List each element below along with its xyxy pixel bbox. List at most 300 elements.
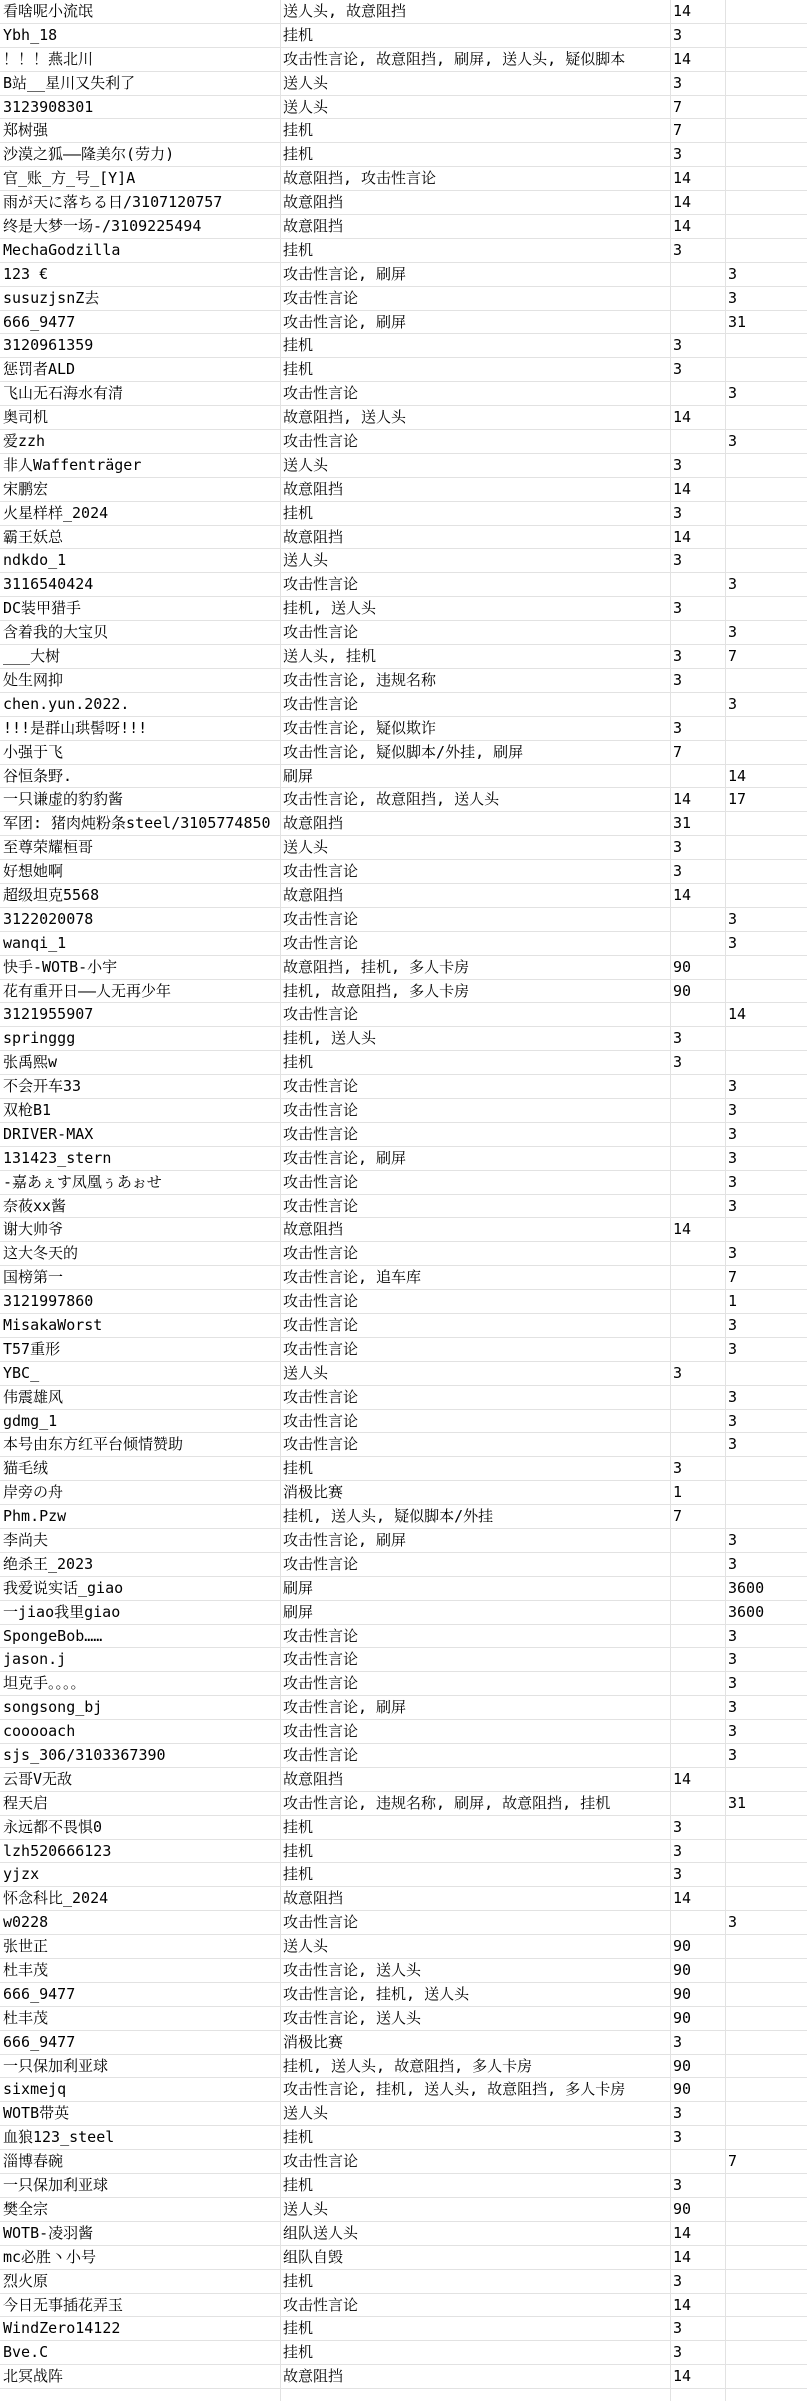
player-name-cell[interactable]: 我爱说实话_giao: [3, 1578, 124, 1597]
table-row[interactable]: [0, 167, 807, 191]
mute-days-cell[interactable]: 3: [728, 432, 738, 451]
mute-days-cell[interactable]: 3: [728, 1626, 738, 1645]
ban-days-cell[interactable]: 3: [673, 2104, 683, 2123]
table-row[interactable]: [0, 1147, 807, 1171]
mute-days-cell[interactable]: [728, 549, 807, 572]
mute-days-cell[interactable]: [728, 72, 807, 95]
table-row[interactable]: [0, 2174, 807, 2198]
ban-days-cell[interactable]: [673, 1744, 723, 1767]
violation-reason-cell[interactable]: 刷屏: [283, 1578, 314, 1597]
mute-days-cell[interactable]: [728, 956, 807, 979]
table-row[interactable]: [0, 1027, 807, 1051]
player-name-cell[interactable]: lzh520666123: [3, 1841, 112, 1860]
ban-days-cell[interactable]: [673, 1410, 723, 1433]
mute-days-cell[interactable]: 3: [728, 1650, 738, 1669]
ban-days-cell[interactable]: 3: [673, 145, 683, 164]
ban-days-cell[interactable]: 3: [673, 647, 683, 666]
mute-days-cell[interactable]: [728, 884, 807, 907]
ban-days-cell[interactable]: 14: [673, 408, 692, 427]
table-row[interactable]: [0, 836, 807, 860]
mute-days-cell[interactable]: [728, 1051, 807, 1074]
table-row[interactable]: [0, 2222, 807, 2246]
table-row[interactable]: [0, 215, 807, 239]
table-row[interactable]: [0, 1362, 807, 1386]
mute-days-cell[interactable]: [728, 24, 807, 47]
player-name-cell[interactable]: YBC_: [3, 1363, 40, 1382]
ban-days-cell[interactable]: 14: [673, 217, 692, 236]
violation-reason-cell[interactable]: 攻击性言论, 挂机, 送人头, 故意阻挡, 多人卡房: [283, 2080, 626, 2099]
violation-reason-cell[interactable]: 攻击性言论, 刷屏: [283, 312, 407, 331]
ban-days-cell[interactable]: 3: [673, 1459, 683, 1478]
player-name-cell[interactable]: 官_账_方_号_[Y]A: [3, 169, 136, 188]
player-name-cell[interactable]: 云哥V无敌: [3, 1769, 73, 1788]
mute-days-cell[interactable]: 3: [728, 575, 738, 594]
mute-days-cell[interactable]: [728, 812, 807, 835]
player-name-cell[interactable]: 这大冬天的: [3, 1244, 79, 1263]
ban-days-cell[interactable]: 14: [673, 2, 692, 20]
mute-days-cell[interactable]: [728, 96, 807, 119]
ban-days-cell[interactable]: [673, 932, 723, 955]
player-name-cell[interactable]: 超级坦克5568: [3, 885, 100, 904]
ban-days-cell[interactable]: 3: [673, 862, 683, 881]
ban-days-cell[interactable]: [673, 382, 723, 405]
mute-days-cell[interactable]: 14: [728, 1005, 747, 1024]
mute-days-cell[interactable]: 17: [728, 790, 747, 809]
mute-days-cell[interactable]: [728, 2317, 807, 2340]
violation-reason-cell[interactable]: 攻击性言论: [283, 1674, 359, 1693]
violation-reason-cell[interactable]: 攻击性言论, 刷屏: [283, 1698, 407, 1717]
mute-days-cell[interactable]: [728, 2078, 807, 2101]
ban-days-cell[interactable]: 3: [673, 670, 683, 689]
ban-days-cell[interactable]: 3: [673, 2271, 683, 2290]
player-name-cell[interactable]: SpongeBob……: [3, 1626, 103, 1645]
player-name-cell[interactable]: 惩罚者ALD: [3, 360, 76, 379]
ban-days-cell[interactable]: [673, 287, 723, 310]
ban-days-cell[interactable]: [673, 1099, 723, 1122]
table-row[interactable]: [0, 191, 807, 215]
player-name-cell[interactable]: 国榜第一: [3, 1268, 64, 1287]
table-row[interactable]: [0, 502, 807, 526]
player-name-cell[interactable]: mc必胜丶小号: [3, 2247, 97, 2266]
violation-reason-cell[interactable]: 攻击性言论, 刷屏: [283, 1148, 407, 1167]
table-row[interactable]: [0, 1959, 807, 1983]
violation-reason-cell[interactable]: 送人头: [283, 97, 329, 116]
table-row[interactable]: [0, 956, 807, 980]
violation-reason-cell[interactable]: 攻击性言论, 送人头: [283, 1961, 422, 1980]
ban-days-cell[interactable]: 3: [673, 2128, 683, 2147]
player-name-cell[interactable]: 今日无事插花弄玉: [3, 2295, 124, 2314]
violation-reason-cell[interactable]: 攻击性言论: [283, 1292, 359, 1311]
table-row[interactable]: [0, 96, 807, 120]
player-name-cell[interactable]: ！！！燕北川: [3, 49, 94, 68]
mute-days-cell[interactable]: [728, 1863, 807, 1886]
player-name-cell[interactable]: 北冥战阵: [3, 2367, 64, 2386]
mute-days-cell[interactable]: [728, 2031, 807, 2054]
mute-days-cell[interactable]: [728, 406, 807, 429]
player-name-cell[interactable]: ___大树: [3, 647, 61, 666]
mute-days-cell[interactable]: 7: [728, 1268, 738, 1287]
table-row[interactable]: [0, 1003, 807, 1027]
player-name-cell[interactable]: 处生网抑: [3, 670, 64, 689]
mute-days-cell[interactable]: [728, 239, 807, 262]
ban-days-cell[interactable]: [673, 1577, 723, 1600]
table-row[interactable]: [0, 382, 807, 406]
violation-reason-cell[interactable]: 挂机: [283, 360, 314, 379]
ban-days-cell[interactable]: 3: [673, 336, 683, 355]
ban-days-cell[interactable]: [673, 1696, 723, 1719]
ban-days-cell[interactable]: 3: [673, 1817, 683, 1836]
violation-reason-cell[interactable]: 送人头: [283, 455, 329, 474]
mute-days-cell[interactable]: 3: [728, 1244, 738, 1263]
player-name-cell[interactable]: 131423_stern: [3, 1148, 112, 1167]
mute-days-cell[interactable]: [728, 669, 807, 692]
mute-days-cell[interactable]: [728, 1983, 807, 2006]
mute-days-cell[interactable]: [728, 597, 807, 620]
violation-reason-cell[interactable]: 挂机: [283, 121, 314, 140]
table-row[interactable]: [0, 908, 807, 932]
ban-days-cell[interactable]: 3: [673, 1029, 683, 1048]
violation-reason-cell[interactable]: 攻击性言论: [283, 1387, 359, 1406]
mute-days-cell[interactable]: 3: [728, 1196, 738, 1215]
violation-reason-cell[interactable]: 组队自毁: [283, 2247, 344, 2266]
table-row[interactable]: [0, 573, 807, 597]
mute-days-cell[interactable]: [728, 454, 807, 477]
mute-days-cell[interactable]: 3: [728, 1339, 738, 1358]
mute-days-cell[interactable]: [728, 48, 807, 71]
violation-reason-cell[interactable]: 攻击性言论: [283, 1124, 359, 1143]
mute-days-cell[interactable]: [728, 2222, 807, 2245]
table-row[interactable]: [0, 1218, 807, 1242]
player-name-cell[interactable]: 666_9477: [3, 312, 76, 331]
player-name-cell[interactable]: wanqi_1: [3, 933, 67, 952]
ban-days-cell[interactable]: [673, 1792, 723, 1815]
table-row[interactable]: [0, 1266, 807, 1290]
table-row[interactable]: [0, 1338, 807, 1362]
violation-reason-cell[interactable]: 挂机, 送人头, 故意阻挡, 多人卡房: [283, 2056, 533, 2075]
mute-days-cell[interactable]: [728, 2007, 807, 2030]
ban-days-cell[interactable]: 90: [673, 2056, 692, 2075]
mute-days-cell[interactable]: 31: [728, 1793, 747, 1812]
mute-days-cell[interactable]: 7: [728, 2152, 738, 2171]
table-row[interactable]: [0, 2365, 807, 2389]
ban-days-cell[interactable]: 3: [673, 73, 683, 92]
ban-days-cell[interactable]: [673, 1290, 723, 1313]
ban-days-cell[interactable]: [673, 1195, 723, 1218]
table-row[interactable]: [0, 1290, 807, 1314]
violation-reason-cell[interactable]: 攻击性言论, 刷屏: [283, 264, 407, 283]
violation-reason-cell[interactable]: 攻击性言论, 故意阻挡, 送人头: [283, 790, 500, 809]
table-row[interactable]: [0, 2270, 807, 2294]
violation-reason-cell[interactable]: 攻击性言论, 违规名称: [283, 670, 437, 689]
mute-days-cell[interactable]: 3600: [728, 1578, 765, 1597]
ban-days-cell[interactable]: 3: [673, 1841, 683, 1860]
ban-days-cell[interactable]: [673, 1553, 723, 1576]
table-row[interactable]: [0, 1457, 807, 1481]
violation-reason-cell[interactable]: 挂机: [283, 2271, 314, 2290]
player-name-cell[interactable]: 一只谦虚的豹豹酱: [3, 790, 124, 809]
table-row[interactable]: [0, 2198, 807, 2222]
mute-days-cell[interactable]: 7: [728, 647, 738, 666]
violation-reason-cell[interactable]: 挂机: [283, 2319, 314, 2338]
mute-days-cell[interactable]: [728, 502, 807, 525]
table-row[interactable]: [0, 1099, 807, 1123]
violation-reason-cell[interactable]: 攻击性言论, 挂机, 送人头: [283, 1984, 470, 2003]
player-name-cell[interactable]: B站__星川又失利了: [3, 73, 136, 92]
player-name-cell[interactable]: 淄博春碗: [3, 2152, 64, 2171]
mute-days-cell[interactable]: [728, 1218, 807, 1241]
mute-days-cell[interactable]: [728, 143, 807, 166]
ban-days-cell[interactable]: [673, 1266, 723, 1289]
ban-days-cell[interactable]: [673, 1911, 723, 1934]
ban-days-cell[interactable]: 14: [673, 49, 692, 68]
table-row[interactable]: [0, 2078, 807, 2102]
table-row[interactable]: [0, 1481, 807, 1505]
ban-days-cell[interactable]: [673, 1672, 723, 1695]
table-row[interactable]: [0, 239, 807, 263]
violation-reason-cell[interactable]: 挂机: [283, 2343, 314, 2362]
player-name-cell[interactable]: 一jiao我里giao: [3, 1602, 121, 1621]
mute-days-cell[interactable]: 3: [728, 909, 738, 928]
player-name-cell[interactable]: 本号由东方红平台倾情赞助: [3, 1435, 184, 1454]
table-row[interactable]: [0, 717, 807, 741]
table-row[interactable]: [0, 2246, 807, 2270]
mute-days-cell[interactable]: [728, 2174, 807, 2197]
mute-days-cell[interactable]: 3: [728, 288, 738, 307]
ban-days-cell[interactable]: [673, 1075, 723, 1098]
player-name-cell[interactable]: 杜丰茂: [3, 1961, 49, 1980]
ban-days-cell[interactable]: 7: [673, 742, 683, 761]
ban-days-cell[interactable]: 3: [673, 360, 683, 379]
ban-days-cell[interactable]: 7: [673, 1507, 683, 1526]
table-row[interactable]: [0, 1577, 807, 1601]
player-name-cell[interactable]: cooooach: [3, 1722, 76, 1741]
table-row[interactable]: [0, 1386, 807, 1410]
player-name-cell[interactable]: springgg: [3, 1029, 76, 1048]
ban-days-cell[interactable]: 14: [673, 2367, 692, 2386]
violation-reason-cell[interactable]: 攻击性言论: [283, 288, 359, 307]
ban-days-cell[interactable]: [673, 1003, 723, 1026]
table-row[interactable]: [0, 48, 807, 72]
ban-days-cell[interactable]: [673, 908, 723, 931]
player-name-cell[interactable]: 非人Waffenträger: [3, 455, 142, 474]
table-row[interactable]: [0, 741, 807, 765]
player-name-cell[interactable]: 快手-WOTB-小宇: [3, 957, 118, 976]
ban-days-cell[interactable]: 3: [673, 1053, 683, 1072]
table-row[interactable]: [0, 2007, 807, 2031]
ban-days-cell[interactable]: 90: [673, 1984, 692, 2003]
player-name-cell[interactable]: MisakaWorst: [3, 1315, 103, 1334]
player-name-cell[interactable]: 永远都不畏惧0: [3, 1817, 103, 1836]
player-name-cell[interactable]: 猫毛绒: [3, 1459, 49, 1478]
mute-days-cell[interactable]: 3: [728, 1435, 738, 1454]
player-name-cell[interactable]: w0228: [3, 1913, 49, 1932]
violation-reason-cell[interactable]: 挂机: [283, 2128, 314, 2147]
player-name-cell[interactable]: 张世正: [3, 1937, 49, 1956]
mute-days-cell[interactable]: [728, 478, 807, 501]
violation-reason-cell[interactable]: 挂机, 故意阻挡, 多人卡房: [283, 981, 470, 1000]
table-row[interactable]: [0, 454, 807, 478]
ban-days-cell[interactable]: 14: [673, 1220, 692, 1239]
violation-reason-cell[interactable]: 攻击性言论: [283, 1339, 359, 1358]
ban-days-cell[interactable]: 3: [673, 718, 683, 737]
ban-days-cell[interactable]: [673, 1147, 723, 1170]
ban-days-cell[interactable]: [673, 1529, 723, 1552]
violation-reason-cell[interactable]: 故意阻挡: [283, 1220, 344, 1239]
ban-days-cell[interactable]: 90: [673, 2008, 692, 2027]
table-row[interactable]: [0, 669, 807, 693]
table-row[interactable]: [0, 1935, 807, 1959]
player-name-cell[interactable]: 一只保加利亚球: [3, 2056, 109, 2075]
player-name-cell[interactable]: 飞山无石海水有清: [3, 384, 124, 403]
mute-days-cell[interactable]: [728, 980, 807, 1003]
mute-days-cell[interactable]: 3: [728, 1913, 738, 1932]
player-name-cell[interactable]: WOTB带英: [3, 2104, 70, 2123]
mute-days-cell[interactable]: [728, 1457, 807, 1480]
violation-reason-cell[interactable]: 挂机, 送人头: [283, 599, 377, 618]
ban-days-cell[interactable]: [673, 693, 723, 716]
player-name-cell[interactable]: 军团: 猪肉炖粉条steel/3105774850: [3, 814, 271, 833]
violation-reason-cell[interactable]: 攻击性言论: [283, 909, 359, 928]
table-row[interactable]: [0, 621, 807, 645]
violation-reason-cell[interactable]: 攻击性言论, 送人头: [283, 2008, 422, 2027]
player-name-cell[interactable]: 666_9477: [3, 2032, 76, 2051]
violation-reason-cell[interactable]: 攻击性言论, 故意阻挡, 刷屏, 送人头, 疑似脚本: [283, 49, 626, 68]
violation-reason-cell[interactable]: 挂机: [283, 336, 314, 355]
violation-reason-cell[interactable]: 攻击性言论: [283, 933, 359, 952]
mute-days-cell[interactable]: 3: [728, 1411, 738, 1430]
player-name-cell[interactable]: Ybh_18: [3, 25, 58, 44]
table-row[interactable]: [0, 2055, 807, 2079]
player-name-cell[interactable]: 奈莜xx酱: [3, 1196, 67, 1215]
ban-days-cell[interactable]: 3: [673, 551, 683, 570]
mute-days-cell[interactable]: 3: [728, 1722, 738, 1741]
violation-reason-cell[interactable]: 送人头: [283, 838, 329, 857]
ban-days-cell[interactable]: 90: [673, 1961, 692, 1980]
violation-reason-cell[interactable]: 攻击性言论: [283, 1746, 359, 1765]
player-name-cell[interactable]: 3121997860: [3, 1292, 94, 1311]
mute-days-cell[interactable]: [728, 2246, 807, 2269]
ban-days-cell[interactable]: [673, 2150, 723, 2173]
violation-reason-cell[interactable]: 攻击性言论: [283, 2295, 359, 2314]
table-row[interactable]: [0, 1648, 807, 1672]
table-row[interactable]: [0, 358, 807, 382]
violation-reason-cell[interactable]: 攻击性言论: [283, 862, 359, 881]
ban-days-cell[interactable]: [673, 1648, 723, 1671]
mute-days-cell[interactable]: [728, 1935, 807, 1958]
player-name-cell[interactable]: 怀念科比_2024: [3, 1889, 109, 1908]
player-name-cell[interactable]: 花有重开日——人无再少年: [3, 981, 172, 1000]
player-name-cell[interactable]: 3116540424: [3, 575, 94, 594]
violation-reason-cell[interactable]: 挂机: [283, 240, 314, 259]
mute-days-cell[interactable]: [728, 215, 807, 238]
player-name-cell[interactable]: 张禹熙w: [3, 1053, 58, 1072]
table-row[interactable]: [0, 430, 807, 454]
violation-reason-cell[interactable]: 挂机: [283, 1865, 314, 1884]
table-row[interactable]: [0, 1863, 807, 1887]
violation-reason-cell[interactable]: 挂机: [283, 2176, 314, 2195]
mute-days-cell[interactable]: [728, 1959, 807, 1982]
table-row[interactable]: [0, 645, 807, 669]
mute-days-cell[interactable]: 3: [728, 933, 738, 952]
player-name-cell[interactable]: 3122020078: [3, 909, 94, 928]
violation-reason-cell[interactable]: 攻击性言论: [283, 432, 359, 451]
violation-reason-cell[interactable]: 攻击性言论: [283, 694, 359, 713]
ban-days-cell[interactable]: [673, 1314, 723, 1337]
mute-days-cell[interactable]: [728, 0, 807, 23]
table-row[interactable]: [0, 1911, 807, 1935]
table-row[interactable]: [0, 1505, 807, 1529]
mute-days-cell[interactable]: 3: [728, 1554, 738, 1573]
player-name-cell[interactable]: -嘉あぇす凤凰ぅあぉせ: [3, 1172, 162, 1191]
ban-days-cell[interactable]: [673, 1242, 723, 1265]
mute-days-cell[interactable]: 3: [728, 1100, 738, 1119]
player-name-cell[interactable]: 一只保加利亚球: [3, 2176, 109, 2195]
player-name-cell[interactable]: !!!是群山珙髻呀!!!: [3, 718, 148, 737]
table-row[interactable]: [0, 1075, 807, 1099]
violation-reason-cell[interactable]: 攻击性言论, 疑似脚本/外挂, 刷屏: [283, 742, 524, 761]
mute-days-cell[interactable]: 3: [728, 1674, 738, 1693]
ban-days-cell[interactable]: 90: [673, 2199, 692, 2218]
violation-reason-cell[interactable]: 攻击性言论: [283, 2152, 359, 2171]
player-name-cell[interactable]: 123 €: [3, 264, 49, 283]
violation-reason-cell[interactable]: 送人头: [283, 73, 329, 92]
mute-days-cell[interactable]: [728, 2055, 807, 2078]
violation-reason-cell[interactable]: 攻击性言论: [283, 1077, 359, 1096]
table-row[interactable]: [0, 549, 807, 573]
table-row[interactable]: [0, 2102, 807, 2126]
violation-reason-cell[interactable]: 故意阻挡: [283, 1889, 344, 1908]
mute-days-cell[interactable]: [728, 1768, 807, 1791]
player-name-cell[interactable]: 含着我的大宝贝: [3, 623, 109, 642]
mute-days-cell[interactable]: [728, 1505, 807, 1528]
ban-days-cell[interactable]: 90: [673, 957, 692, 976]
violation-reason-cell[interactable]: 攻击性言论: [283, 1411, 359, 1430]
violation-reason-cell[interactable]: 攻击性言论: [283, 1435, 359, 1454]
mute-days-cell[interactable]: 31: [728, 312, 747, 331]
table-row[interactable]: [0, 1672, 807, 1696]
ban-days-cell[interactable]: [673, 1720, 723, 1743]
ban-days-cell[interactable]: 1: [673, 1483, 683, 1502]
player-name-cell[interactable]: 伟震雄风: [3, 1387, 64, 1406]
table-row[interactable]: [0, 1792, 807, 1816]
player-name-cell[interactable]: Phm.Pzw: [3, 1507, 67, 1526]
table-row[interactable]: [0, 788, 807, 812]
violation-reason-cell[interactable]: 攻击性言论: [283, 1005, 359, 1024]
player-name-cell[interactable]: DRIVER-MAX: [3, 1124, 94, 1143]
violation-reason-cell[interactable]: 攻击性言论: [283, 1626, 359, 1645]
table-row[interactable]: [0, 1696, 807, 1720]
ban-days-cell[interactable]: [673, 1386, 723, 1409]
table-row[interactable]: [0, 1553, 807, 1577]
player-name-cell[interactable]: 雨が天に落ちる日/3107120757: [3, 193, 223, 212]
violation-reason-cell[interactable]: 故意阻挡: [283, 527, 344, 546]
ban-days-cell[interactable]: 31: [673, 814, 692, 833]
ban-days-cell[interactable]: [673, 1123, 723, 1146]
table-row[interactable]: [0, 72, 807, 96]
ban-days-cell[interactable]: 3: [673, 2319, 683, 2338]
violation-reason-cell[interactable]: 挂机, 送人头, 疑似脚本/外挂: [283, 1507, 494, 1526]
violation-reason-cell[interactable]: 送人头: [283, 551, 329, 570]
table-row[interactable]: [0, 1051, 807, 1075]
ban-days-cell[interactable]: 90: [673, 981, 692, 1000]
table-row[interactable]: [0, 478, 807, 502]
mute-days-cell[interactable]: [728, 2341, 807, 2364]
violation-reason-cell[interactable]: 故意阻挡, 攻击性言论: [283, 169, 437, 188]
ban-days-cell[interactable]: 14: [673, 2247, 692, 2266]
table-row[interactable]: [0, 1242, 807, 1266]
player-name-cell[interactable]: ndkdo_1: [3, 551, 67, 570]
violation-reason-cell[interactable]: 攻击性言论, 刷屏: [283, 1531, 407, 1549]
